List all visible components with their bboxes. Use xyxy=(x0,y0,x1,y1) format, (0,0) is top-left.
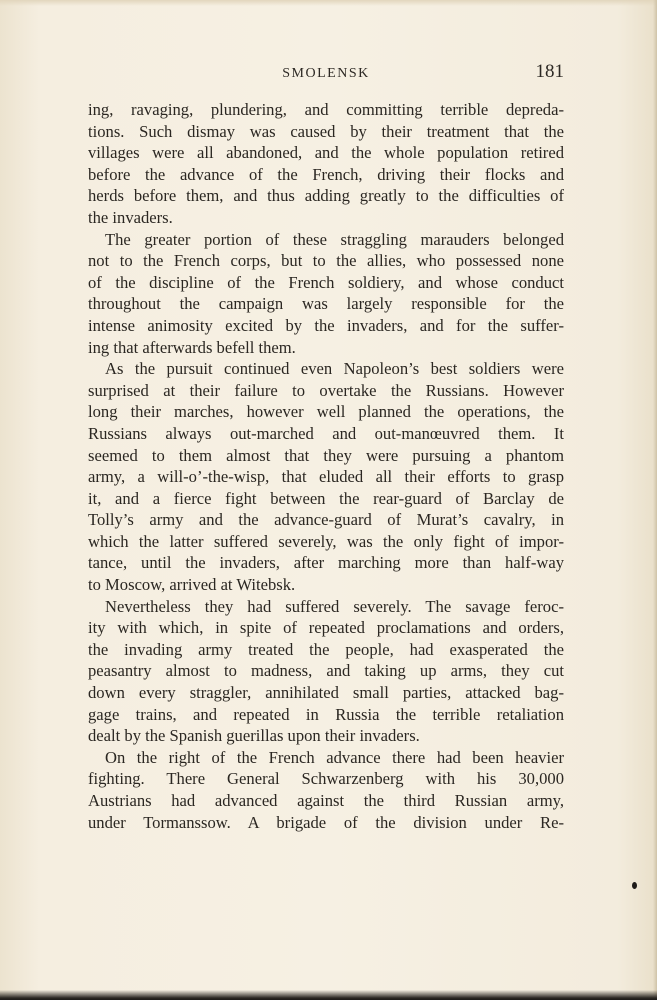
text-line: army, a will-o’-the-wisp, that eluded all their efforts to grasp xyxy=(88,467,564,487)
running-head xyxy=(88,60,564,88)
text-line: Nevertheless they had suffered severely. The savage feroc- xyxy=(105,596,564,616)
text-line: the invading army treated the people, had exasperated the xyxy=(88,639,564,659)
text-line: before the advance of the French, driving their flocks and xyxy=(88,164,564,184)
text-line: ity with which, in spite of repeated proclamations and orders, xyxy=(88,618,564,638)
text-line: tions. Such dismay was caused by their treatment that the xyxy=(88,121,564,141)
body-text xyxy=(88,99,564,833)
text-line: not to the French corps, but to the allies, who possessed none xyxy=(88,251,564,271)
text-line: As the pursuit continued even Napoleon’s best soldiers were xyxy=(105,359,564,379)
text-line: it, and a fierce fight between the rear-guard of Barclay de xyxy=(88,488,564,508)
page-right-edge xyxy=(653,0,657,1000)
text-line: gage trains, and repeated in Russia the terrible retaliation xyxy=(88,704,564,724)
text-line: long their marches, however well planned the operations, the xyxy=(88,402,564,422)
text-line: tance, until the invaders, after marching more than half-way xyxy=(88,553,564,573)
text-line: The greater portion of these straggling marauders belonged xyxy=(105,229,564,249)
text-line: intense animosity excited by the invaders, and for the suffer- xyxy=(88,315,564,335)
text-line: Austrians had advanced against the third Russian army, xyxy=(88,791,564,810)
running-title: SMOLENSK xyxy=(282,66,370,81)
page-bottom-edge xyxy=(0,990,657,1000)
text-line: ing that afterwards befell them. xyxy=(88,337,296,357)
text-line: the invaders. xyxy=(88,207,173,227)
text-line: of the discipline of the French soldiery, and whose conduct xyxy=(88,272,564,292)
text-line: under Tormanssow. A brigade of the division under Re- xyxy=(88,812,564,832)
text-line: surprised at their failure to overtake the Russians. However xyxy=(88,380,564,400)
text-line: villages were all abandoned, and the whole population retired xyxy=(88,143,564,163)
text-line: dealt by the Spanish guerillas upon their invaders. xyxy=(88,726,420,746)
text-line: fighting. There General Schwarzenberg with his 30,000 xyxy=(88,769,564,789)
text-line: Russians always out-marched and out-manœuvred them. It xyxy=(88,423,564,443)
text-line: which the latter suffered severely, was the only fight of impor- xyxy=(88,531,564,551)
text-line: seemed to them almost that they were pursuing a phantom xyxy=(88,445,564,465)
ink-speck xyxy=(632,882,637,889)
text-line: ing, ravaging, plundering, and committing terrible depreda- xyxy=(88,100,564,119)
text-line: throughout the campaign was largely responsible for the xyxy=(88,294,564,314)
page-top-edge xyxy=(0,0,657,6)
text-line: On the right of the French advance there had been heavier xyxy=(105,747,564,767)
page-number: 181 xyxy=(535,61,564,82)
text-line: herds before them, and thus adding greatly to the difficulties of xyxy=(88,186,564,206)
text-line: Tolly’s army and the advance-guard of Murat’s cavalry, in xyxy=(88,510,564,530)
text-line: down every straggler, annihilated small parties, attacked bag- xyxy=(88,683,564,703)
text-line: to Moscow, arrived at Witebsk. xyxy=(88,575,296,595)
text-line: peasantry almost to madness, and taking up arms, they cut xyxy=(88,661,564,681)
